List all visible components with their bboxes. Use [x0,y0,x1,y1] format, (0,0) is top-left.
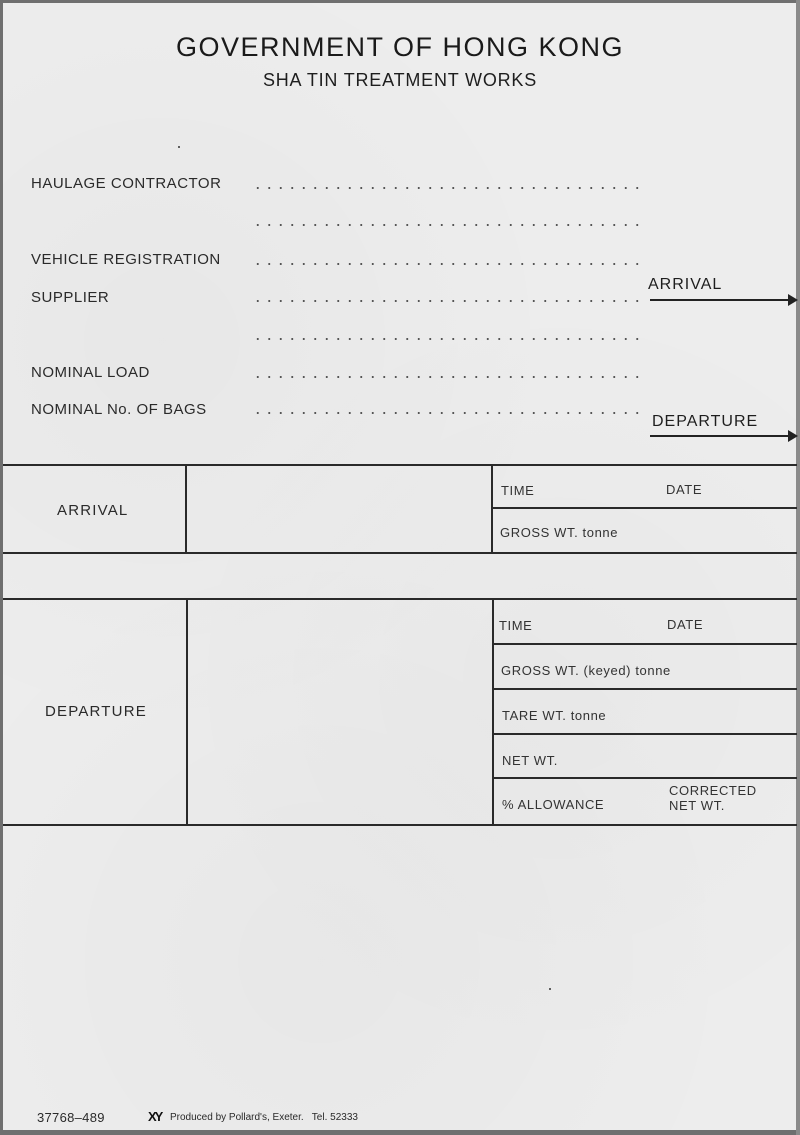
supplier-label: SUPPLIER [31,289,110,306]
divider [492,688,797,690]
haulage-contractor-field[interactable] [252,187,644,189]
departure-date-label: DATE [667,617,704,632]
arrival-entry-area[interactable] [187,466,490,551]
nominal-load-field[interactable] [252,376,644,378]
form-subtitle: SHA TIN TREATMENT WORKS [262,70,538,90]
form-number: 37768–489 [37,1110,105,1125]
divider [491,507,797,509]
divider [492,733,797,735]
departure-allowance-label: % ALLOWANCE [502,797,605,812]
paper-speck [178,146,180,148]
form-sheet [3,3,797,1130]
arrival-arrow-icon [650,299,796,301]
vehicle-registration-field[interactable] [252,263,644,265]
arrival-time-label: TIME [501,483,535,498]
departure-time-label: TIME [499,618,533,633]
supplier-field-line2[interactable] [252,338,644,340]
arrival-date-label: DATE [666,482,703,497]
haulage-contractor-label: HAULAGE CONTRACTOR [31,175,222,192]
departure-gross-wt-label: GROSS WT. (keyed) tonne [501,663,671,678]
divider [3,552,797,554]
arrival-marker-label: ARRIVAL [648,276,723,293]
form-title: GOVERNMENT OF HONG KONG [175,32,625,62]
arrival-gross-wt-label: GROSS WT. tonne [500,525,619,540]
divider [3,824,797,826]
page-edge [796,0,800,1135]
nominal-load-label: NOMINAL LOAD [31,364,150,381]
nominal-bags-label: NOMINAL No. OF BAGS [31,401,207,418]
paper-speck [549,988,551,990]
arrival-block-label: ARRIVAL [57,502,129,519]
supplier-field[interactable] [252,300,644,302]
nominal-bags-field[interactable] [252,412,644,414]
departure-entry-area[interactable] [188,600,491,823]
departure-corrected-net-wt-label: CORRECTED NET WT. [669,783,757,813]
divider [492,598,494,825]
departure-net-wt-label: NET WT. [502,753,558,768]
divider [492,643,797,645]
printer-logo-icon: XY [148,1109,162,1124]
departure-marker-label: DEPARTURE [652,413,759,430]
divider [492,777,797,779]
departure-block-label: DEPARTURE [45,703,147,720]
departure-arrow-icon [650,435,796,437]
vehicle-registration-label: VEHICLE REGISTRATION [31,251,221,268]
departure-tare-wt-label: TARE WT. tonne [502,708,607,723]
haulage-contractor-field-line2[interactable] [252,224,644,226]
printer-credit: Produced by Pollard's, Exeter. Tel. 52333 [170,1112,358,1123]
